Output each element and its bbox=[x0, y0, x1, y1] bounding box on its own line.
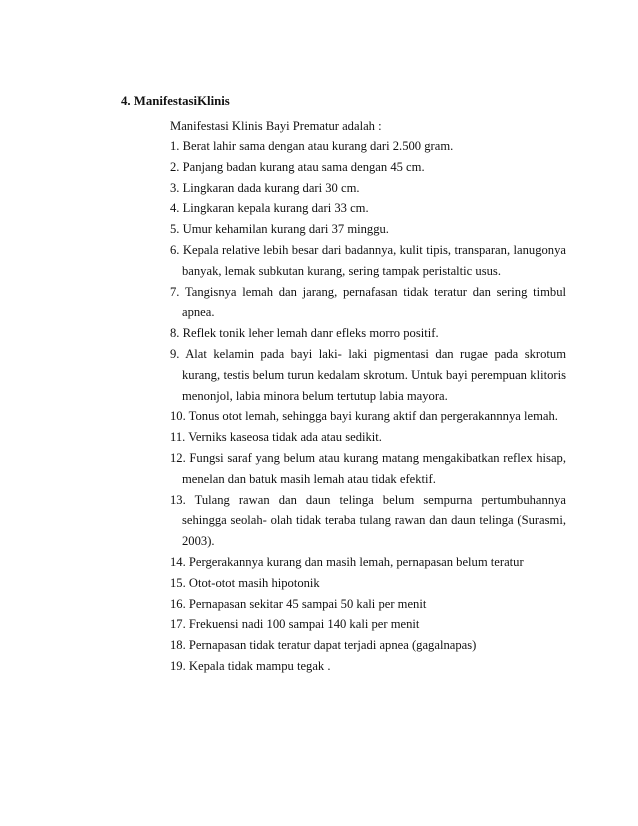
list-item: 11. Verniks kaseosa tidak ada atau sedikit. bbox=[170, 430, 382, 445]
list-item: 13. Tulang rawan dan daun telinga belum sempurna pertumbuhannya sehingga seolah- olah tidak teraba tulang rawan dan daun telinga (Surasmi, 2003). bbox=[170, 492, 566, 549]
manifestation-list bbox=[170, 136, 566, 677]
list-item: 5. Umur kehamilan kurang dari 37 minggu. bbox=[170, 222, 389, 237]
list-item: 3. Lingkaran dada kurang dari 30 cm. bbox=[170, 180, 360, 195]
list-item: 10. Tonus otot lemah, sehingga bayi kurang aktif dan pergerakannnya lemah. bbox=[170, 409, 558, 424]
list-item: 7. Tangisnya lemah dan jarang, pernafasan tidak teratur dan sering timbul apnea. bbox=[170, 284, 566, 320]
list-item: 17. Frekuensi nadi 100 sampai 140 kali per menit bbox=[170, 617, 420, 632]
list-item: 19. Kepala tidak mampu tegak . bbox=[170, 658, 331, 673]
section-heading: 4. ManifestasiKlinis bbox=[121, 94, 230, 108]
list-item: 15. Otot-otot masih hipotonik bbox=[170, 575, 320, 590]
list-item: 12. Fungsi saraf yang belum atau kurang matang mengakibatkan reflex hisap, menelan dan batuk masih lemah atau tidak efektif. bbox=[170, 450, 566, 486]
list-item: 18. Pernapasan tidak teratur dapat terjadi apnea (gagalnapas) bbox=[170, 638, 477, 653]
list-item: 14. Pergerakannya kurang dan masih lemah, pernapasan belum teratur bbox=[170, 554, 524, 569]
list-item: 6. Kepala relative lebih besar dari badannya, kulit tipis, transparan, lanugonya banyak, lemak subkutan kurang, sering tampak peristaltic usus. bbox=[170, 242, 566, 278]
list-item: 4. Lingkaran kepala kurang dari 33 cm. bbox=[170, 201, 369, 216]
section-intro: Manifestasi Klinis Bayi Prematur adalah : bbox=[170, 119, 382, 133]
list-item: 16. Pernapasan sekitar 45 sampai 50 kali per menit bbox=[170, 596, 427, 611]
list-item: 2. Panjang badan kurang atau sama dengan 45 cm. bbox=[170, 159, 425, 174]
list-item: 1. Berat lahir sama dengan atau kurang dari 2.500 gram. bbox=[170, 139, 454, 153]
list-item: 8. Reflek tonik leher lemah danr efleks morro positif. bbox=[170, 326, 439, 341]
list-item: 9. Alat kelamin pada bayi laki- laki pigmentasi dan rugae pada skrotum kurang, testis belum turun kedalam skrotum. Untuk bayi perempuan klitoris menonjol, labia minora belum tertutup labia mayora. bbox=[170, 346, 566, 403]
